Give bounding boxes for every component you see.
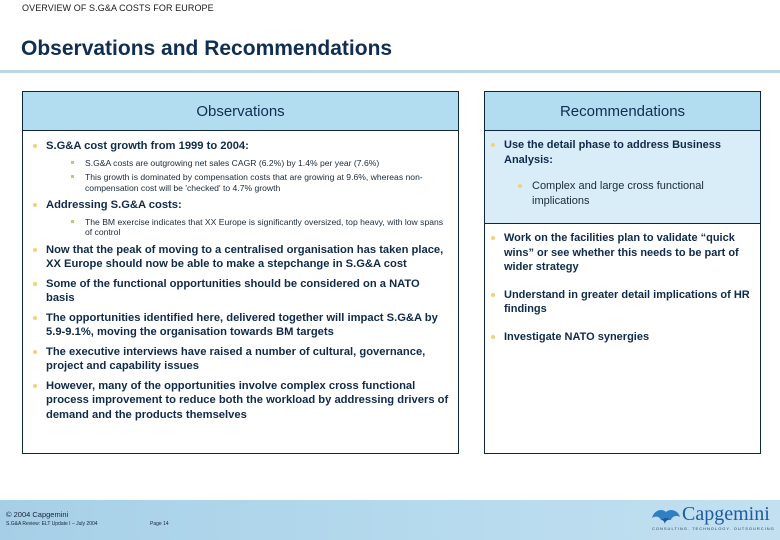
observation-subitem: S.G&A costs are outgrowing net sales CAGR (6.2%) by 1.4% per year (7.6%) bbox=[46, 158, 450, 169]
recommendations-highlight bbox=[485, 131, 760, 224]
title-underline bbox=[0, 70, 780, 73]
spade-cloud-icon bbox=[650, 506, 682, 526]
slide-kicker: OVERVIEW OF S.G&A COSTS FOR EUROPE bbox=[22, 3, 214, 13]
observation-text: Addressing S.G&A costs: bbox=[46, 199, 182, 212]
recommendations-list bbox=[485, 224, 760, 344]
observation-subitem: The BM exercise indicates that XX Europe is significantly oversized, top heavy, with low spans of control bbox=[46, 217, 450, 238]
recommendation-item: Understand in greater detail implications of HR findings bbox=[485, 288, 760, 317]
footer-subtitle: S.G&A Review: ELT Update I – July 2004 bbox=[6, 521, 98, 527]
observation-item: However, many of the opportunities involve complex cross functional process improvement to reduce both the workload by addressing drivers of demand and the products themselves bbox=[27, 379, 450, 423]
observations-heading: Observations bbox=[23, 92, 458, 131]
slide-title: Observations and Recommendations bbox=[21, 37, 393, 60]
recommendation-item: Work on the facilities plan to validate “quick wins” or see whether this needs to be part of wider strategy bbox=[485, 231, 760, 275]
observation-item bbox=[27, 139, 450, 193]
observation-item: Now that the peak of moving to a centralised organisation has taken place, XX Europe should now be able to make a stepchange in S.G&A cost bbox=[27, 243, 450, 272]
recommendations-panel bbox=[484, 91, 761, 454]
recommendation-item: Investigate NATO synergies bbox=[485, 330, 760, 345]
observation-item: The opportunities identified here, delivered together will impact S.G&A by 5.9-9.1%, moving the organisation towards BM targets bbox=[27, 311, 450, 340]
observation-text: S.G&A cost growth from 1999 to 2004: bbox=[46, 140, 249, 152]
footer-page-number: Page 14 bbox=[150, 521, 169, 527]
observation-subitem: This growth is dominated by compensation costs that are growing at 9.6%, whereas non-compensation cost will be 'checked' to 4.7% growth bbox=[46, 172, 450, 193]
observation-item bbox=[27, 198, 450, 238]
observation-item: Some of the functional opportunities should be considered on a NATO basis bbox=[27, 277, 450, 306]
recommendation-item bbox=[485, 138, 760, 167]
logo-tagline: CONSULTING. TECHNOLOGY. OUTSOURCING bbox=[652, 526, 775, 531]
recommendation-text: Use the detail phase to address Business Analysis: bbox=[504, 139, 722, 166]
footer-copyright: © 2004 Capgemini bbox=[6, 510, 69, 519]
observation-item: The executive interviews have raised a number of cultural, governance, project and capability issues bbox=[27, 345, 450, 374]
observations-list bbox=[23, 131, 458, 422]
capgemini-logo bbox=[650, 503, 775, 535]
observations-panel bbox=[22, 91, 459, 454]
logo-wordmark: Capgemini bbox=[682, 503, 770, 525]
recommendations-heading: Recommendations bbox=[485, 92, 760, 131]
recommendation-subitem: Complex and large cross functional implications bbox=[485, 179, 760, 208]
